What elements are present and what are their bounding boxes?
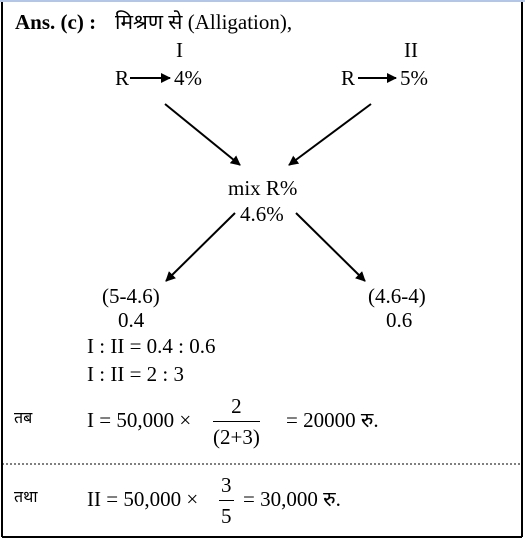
right-diff-value: 0.6 — [386, 308, 413, 332]
mix-label: mix R% — [228, 176, 298, 200]
right-roman-label: II — [404, 38, 418, 62]
method-title: मिश्रण से (Alligation), — [115, 10, 293, 34]
left-to-mix-arrow — [165, 104, 240, 165]
left-rate-value: 4% — [174, 66, 202, 90]
ratio-line-simplified: I : II = 2 : 3 — [87, 362, 184, 386]
calc1-lhs: I = 50,000 × — [87, 408, 192, 432]
calc2-numerator: 3 — [221, 473, 232, 497]
mix-to-right-diff-arrow — [296, 213, 365, 281]
mix-value: 4.6% — [240, 202, 284, 226]
calc2-rhs: = 30,000 रु. — [243, 487, 341, 511]
right-diff-expr: (4.6-4) — [368, 284, 426, 308]
right-rate-symbol: R — [341, 66, 356, 90]
answer-label: Ans. (c) : — [15, 10, 97, 34]
mix-to-left-diff-arrow — [166, 213, 235, 281]
calc1-numerator: 2 — [231, 394, 242, 418]
calc2-prefix: तथा — [14, 487, 38, 506]
left-rate-symbol: R — [115, 66, 130, 90]
calc1-fraction — [213, 396, 260, 448]
calc2-lhs: II = 50,000 × — [87, 487, 199, 511]
right-to-mix-arrow — [289, 104, 371, 165]
right-rate-value: 5% — [400, 66, 428, 90]
left-roman-label: I — [176, 38, 183, 62]
ratio-line-decimal: I : II = 0.4 : 0.6 — [87, 334, 216, 358]
calc1-denominator: (2+3) — [213, 425, 260, 449]
left-diff-expr: (5-4.6) — [102, 284, 160, 308]
left-diff-value: 0.4 — [118, 308, 145, 332]
calc2-denominator: 5 — [221, 504, 232, 528]
calc1-rhs: = 20000 रु. — [286, 408, 379, 432]
calc1-prefix: तब — [14, 408, 33, 427]
calc2-fraction — [219, 475, 234, 527]
